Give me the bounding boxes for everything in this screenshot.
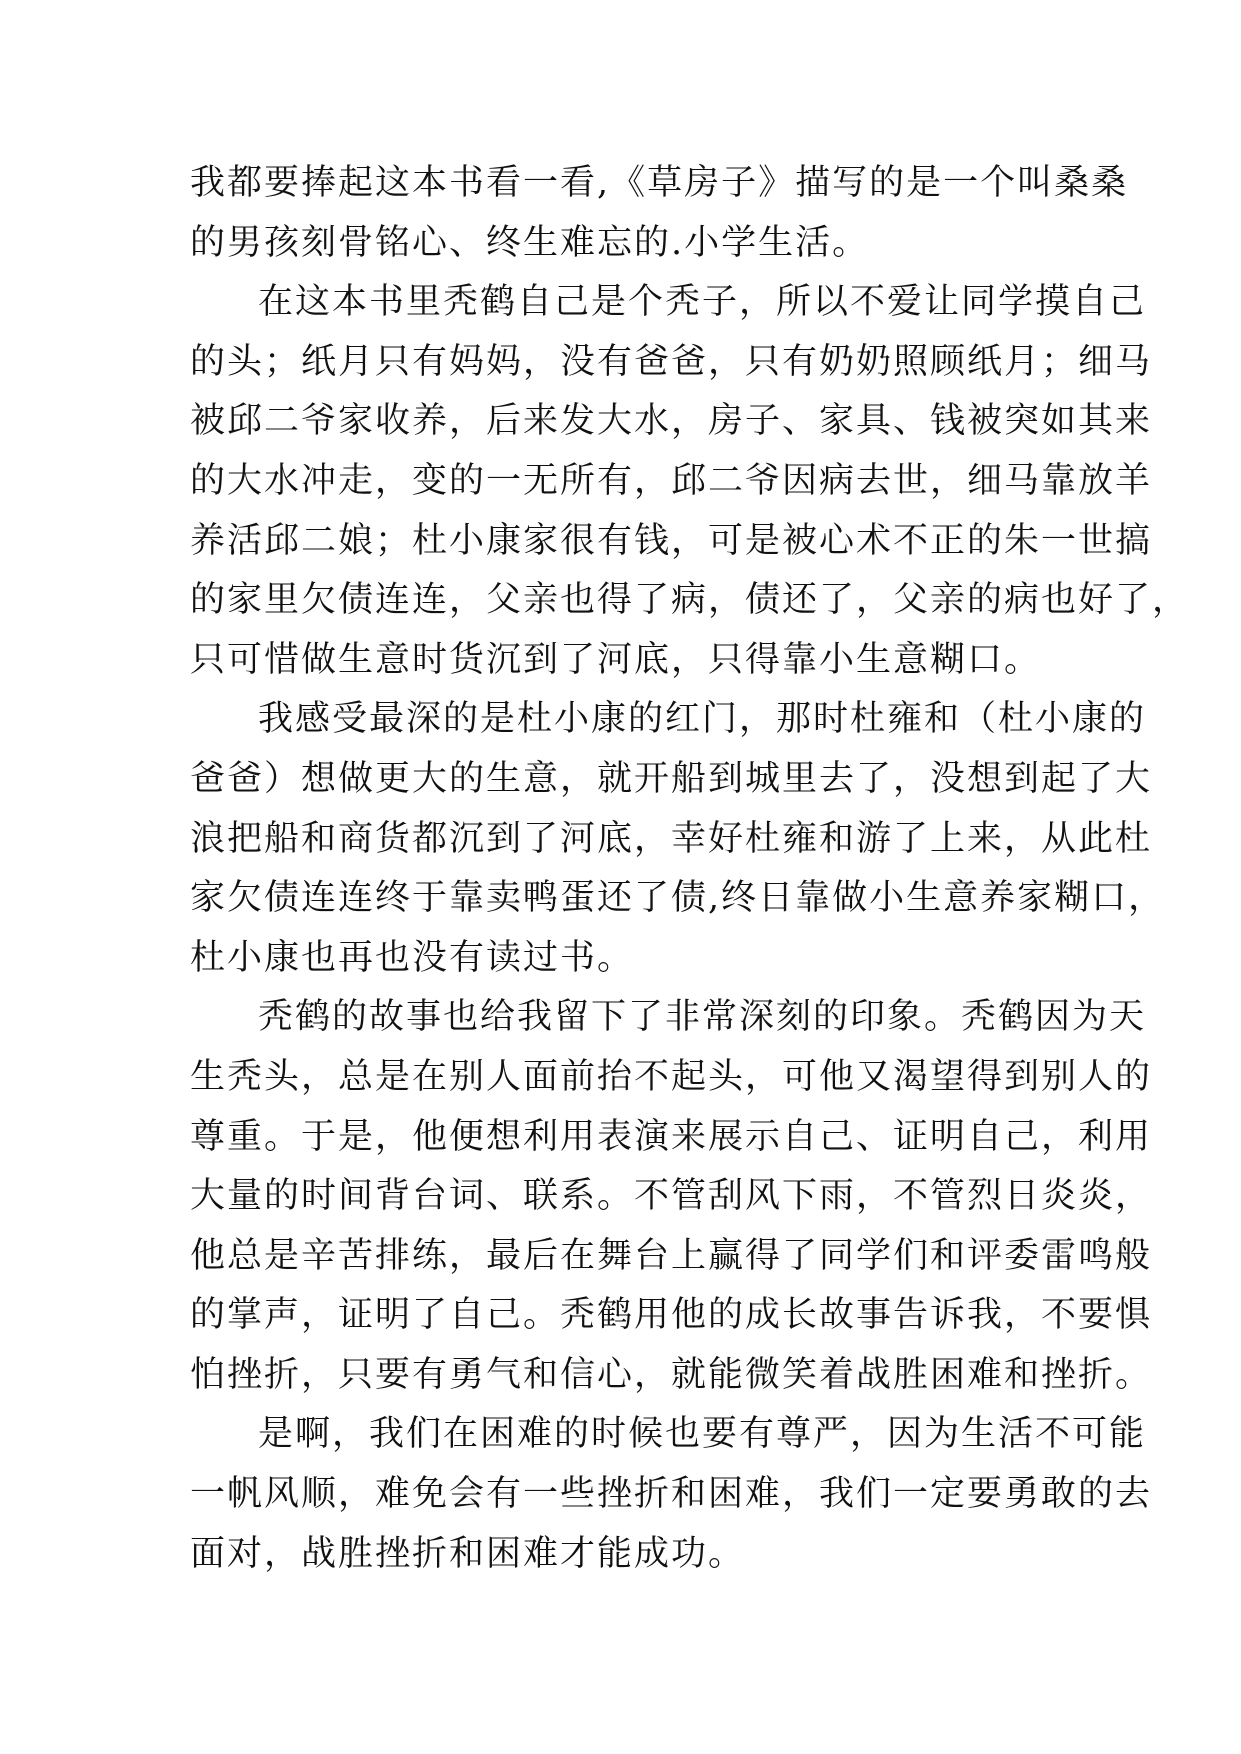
essay-body [190, 154, 1190, 1584]
text-line: 一帆风顺，难免会有一些挫折和困难，我们一定要勇敢的去 [190, 1474, 1153, 1515]
text-line: 的大水冲走，变的一无所有，邱二爷因病去世，细马靠放羊 [190, 460, 1153, 501]
paragraph-start-line: 是啊，我们在困难的时候也要有尊严，因为生活不可能 [258, 1414, 1147, 1455]
text-line: 的家里欠债连连，父亲也得了病，债还了，父亲的病也好了， [190, 580, 1190, 621]
text-line: 我都要捧起这本书看一看,《草房子》描写的是一个叫桑桑 [190, 163, 1129, 203]
text-line: 的掌声，证明了自己。秃鹤用他的成长故事告诉我，不要惧 [190, 1295, 1153, 1336]
text-line: 大量的时间背台词、联系。不管刮风下雨，不管烈日炎炎， [190, 1176, 1153, 1217]
text-line: 尊重。于是，他便想利用表演来展示自己、证明自己，利用 [190, 1116, 1153, 1157]
text-line: 浪把船和商货都沉到了河底，幸好杜雍和游了上来，从此杜 [190, 818, 1153, 859]
paragraph-start-line: 秃鹤的故事也给我留下了非常深刻的印象。秃鹤因为天 [258, 997, 1147, 1038]
paragraph-start-line: 我感受最深的是杜小康的红门，那时杜雍和（杜小康的 [258, 699, 1147, 740]
text-line: 杜小康也再也没有读过书。 [190, 937, 635, 978]
text-line: 家欠债连连终于靠卖鸭蛋还了债,终日靠做小生意养家糊口， [190, 878, 1166, 919]
text-line: 养活邱二娘；杜小康家很有钱，可是被心术不正的朱一世搞 [190, 520, 1153, 561]
text-line: 只可惜做生意时货沉到了河底，只得靠小生意糊口。 [190, 639, 1042, 680]
text-line: 怕挫折，只要有勇气和信心，就能微笑着战胜困难和挫折。 [190, 1354, 1153, 1395]
paragraph-start-line: 在这本书里秃鹤自己是个秃子，所以不爱让同学摸自己 [258, 282, 1147, 323]
text-line: 爸爸）想做更大的生意，就开船到城里去了，没想到起了大 [190, 758, 1153, 799]
text-line: 生秃头，总是在别人面前抬不起头，可他又渴望得到别人的 [190, 1056, 1153, 1097]
text-line: 被邱二爷家收养，后来发大水，房子、家具、钱被突如其来 [190, 401, 1153, 442]
text-line: 他总是辛苦排练，最后在舞台上赢得了同学们和评委雷鸣般 [190, 1235, 1153, 1276]
text-line: 的男孩刻骨铭心、终生难忘的.小学生活。 [190, 222, 870, 263]
text-line: 面对，战胜挫折和困难才能成功。 [190, 1533, 746, 1574]
text-line: 的头；纸月只有妈妈，没有爸爸，只有奶奶照顾纸月；细马 [190, 341, 1153, 382]
